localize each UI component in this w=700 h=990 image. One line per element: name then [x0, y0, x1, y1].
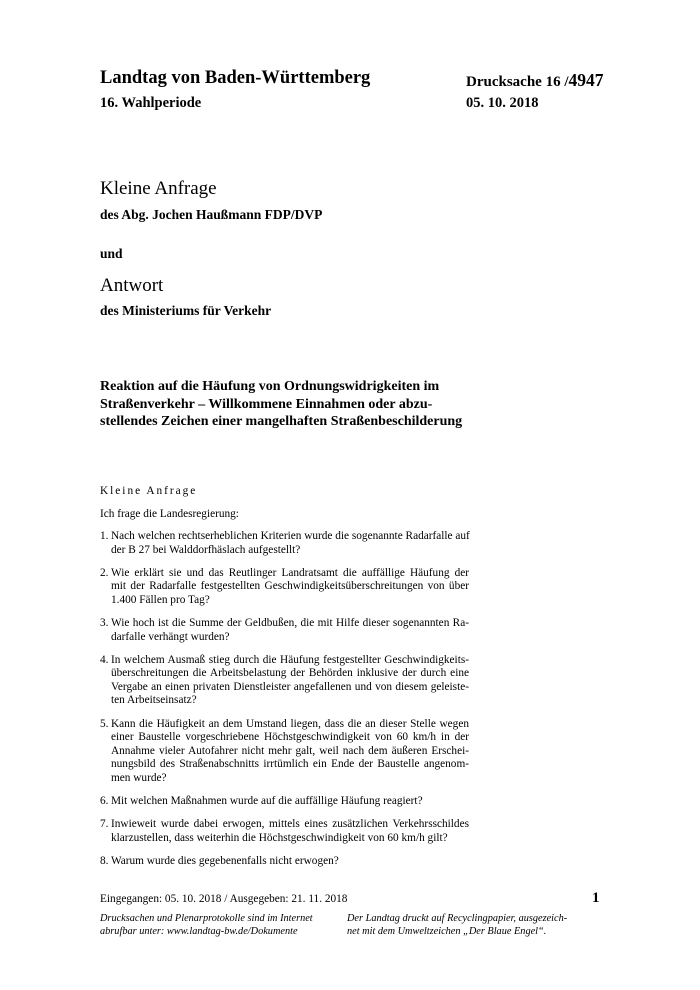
question-line: Annahme vieler Autofahrer nicht mehr galt, weil nach dem äußeren Erschei- — [111, 744, 469, 757]
question-line: Warum wurde dies gegebenenfalls nicht erwogen? — [111, 854, 339, 867]
topic-title — [100, 378, 462, 431]
question-item — [100, 654, 469, 708]
question-item — [100, 718, 469, 786]
parliament-name: Landtag von Baden-Württemberg — [100, 68, 371, 88]
page-number: 1 — [592, 890, 600, 906]
question-item — [100, 818, 469, 845]
document-type-heading: Kleine Anfrage — [100, 178, 217, 199]
question-item — [100, 855, 469, 869]
question-line: men wurde? — [111, 771, 167, 784]
ministry-line: des Ministeriums für Verkehr — [100, 303, 272, 318]
drucksache-reference — [466, 70, 604, 91]
question-number: 7. — [100, 818, 109, 831]
question-line: 1.400 Fällen pro Tag? — [111, 593, 210, 606]
internet-note-line: abrufbar unter: www.landtag-bw.de/Dokumente — [100, 925, 298, 937]
question-number: 4. — [100, 653, 109, 666]
question-item — [100, 530, 469, 557]
question-line: Kann die Häufigkeit an dem Umstand liegen, dass die an dieser Stelle wegen — [111, 717, 469, 730]
recycling-note-line: Der Landtag druckt auf Recyclingpapier, ausgezeich- — [347, 913, 568, 924]
question-list — [100, 530, 469, 878]
section-heading: Kleine Anfrage — [100, 485, 198, 497]
question-number: 1. — [100, 530, 109, 542]
drucksache-label: Drucksache 16 / — [466, 74, 569, 90]
question-line: klarzustellen, dass weiterhin die Höchstgeschwindigkeit von 60 km/h gilt? — [111, 831, 448, 844]
document-date: 05. 10. 2018 — [466, 95, 539, 111]
question-line: Wie hoch ist die Summe der Geldbußen, die mit Hilfe dieser sogenannten Ra- — [111, 616, 469, 629]
question-line: nungsbild des Straßenabschnitts irrtümlich ein Ende der Baustelle angenom- — [111, 758, 469, 771]
topic-line: stellendes Zeichen einer mangelhaften Straßenbeschilderung — [100, 414, 463, 429]
question-line: der B 27 bei Walddorfhäslach aufgestellt? — [111, 543, 301, 556]
question-number: 8. — [100, 854, 109, 867]
author-line: des Abg. Jochen Haußmann FDP/DVP — [100, 207, 323, 222]
question-line: Mit welchen Maßnahmen wurde auf die auffällige Häufung reagiert? — [111, 795, 423, 807]
conjunction-line: und — [100, 246, 123, 261]
question-line: ten Arbeitseinsatz? — [111, 694, 197, 707]
recycling-note-line: net mit dem Umweltzeichen „Der Blaue Engel“. — [347, 925, 547, 937]
question-line: Vergabe an einen privaten Dienstleister angefallenen und von diesem geleiste- — [111, 680, 469, 693]
internet-note-line: Drucksachen und Plenarprotokolle sind im Internet — [100, 913, 313, 924]
question-number: 5. — [100, 717, 109, 730]
question-item — [100, 567, 469, 608]
question-line: In welchem Ausmaß stieg durch die Häufung festgestellter Geschwindigkeits- — [111, 653, 469, 666]
drucksache-number: 4947 — [568, 70, 604, 90]
question-line: Inwieweit wurde dabei erwogen, mittels eines zusätzlichen Verkehrsschildes — [111, 818, 469, 831]
question-number: 3. — [100, 616, 109, 629]
recycling-note — [347, 913, 567, 938]
question-line: darfalle verhängt wurden? — [111, 630, 230, 643]
question-line: Wie erklärt sie und das Reutlinger Landratsamt die auffällige Häufung der — [111, 566, 469, 579]
question-item — [100, 617, 469, 644]
question-item — [100, 795, 469, 809]
intro-text: Ich frage die Landesregierung: — [100, 508, 239, 520]
received-issued-dates: Eingegangen: 05. 10. 2018 / Ausgegeben: 21. 11. 2018 — [100, 893, 348, 905]
internet-note — [100, 913, 313, 938]
answer-heading: Antwort — [100, 275, 164, 296]
question-line: Nach welchen rechtserheblichen Kriterien wurde die sogenannte Radarfalle auf — [111, 530, 470, 542]
topic-line: Straßenverkehr – Willkommene Einnahmen oder abzu- — [100, 396, 433, 412]
question-line: überschreitungen die Arbeitsbelastung der Behörden inklusive der durch eine — [111, 667, 469, 680]
question-line: einer Baustelle vorgeschriebene Höchstgeschwindigkeit von 60 km/h in der — [111, 731, 469, 744]
question-number: 2. — [100, 566, 109, 579]
legislative-period: 16. Wahlperiode — [100, 95, 202, 111]
question-number: 6. — [100, 795, 109, 807]
question-line: mit der Radarfalle festgestellten Geschwindigkeitsüberschreitungen von über — [111, 580, 469, 593]
topic-line: Reaktion auf die Häufung von Ordnungswidrigkeiten im — [100, 379, 440, 394]
